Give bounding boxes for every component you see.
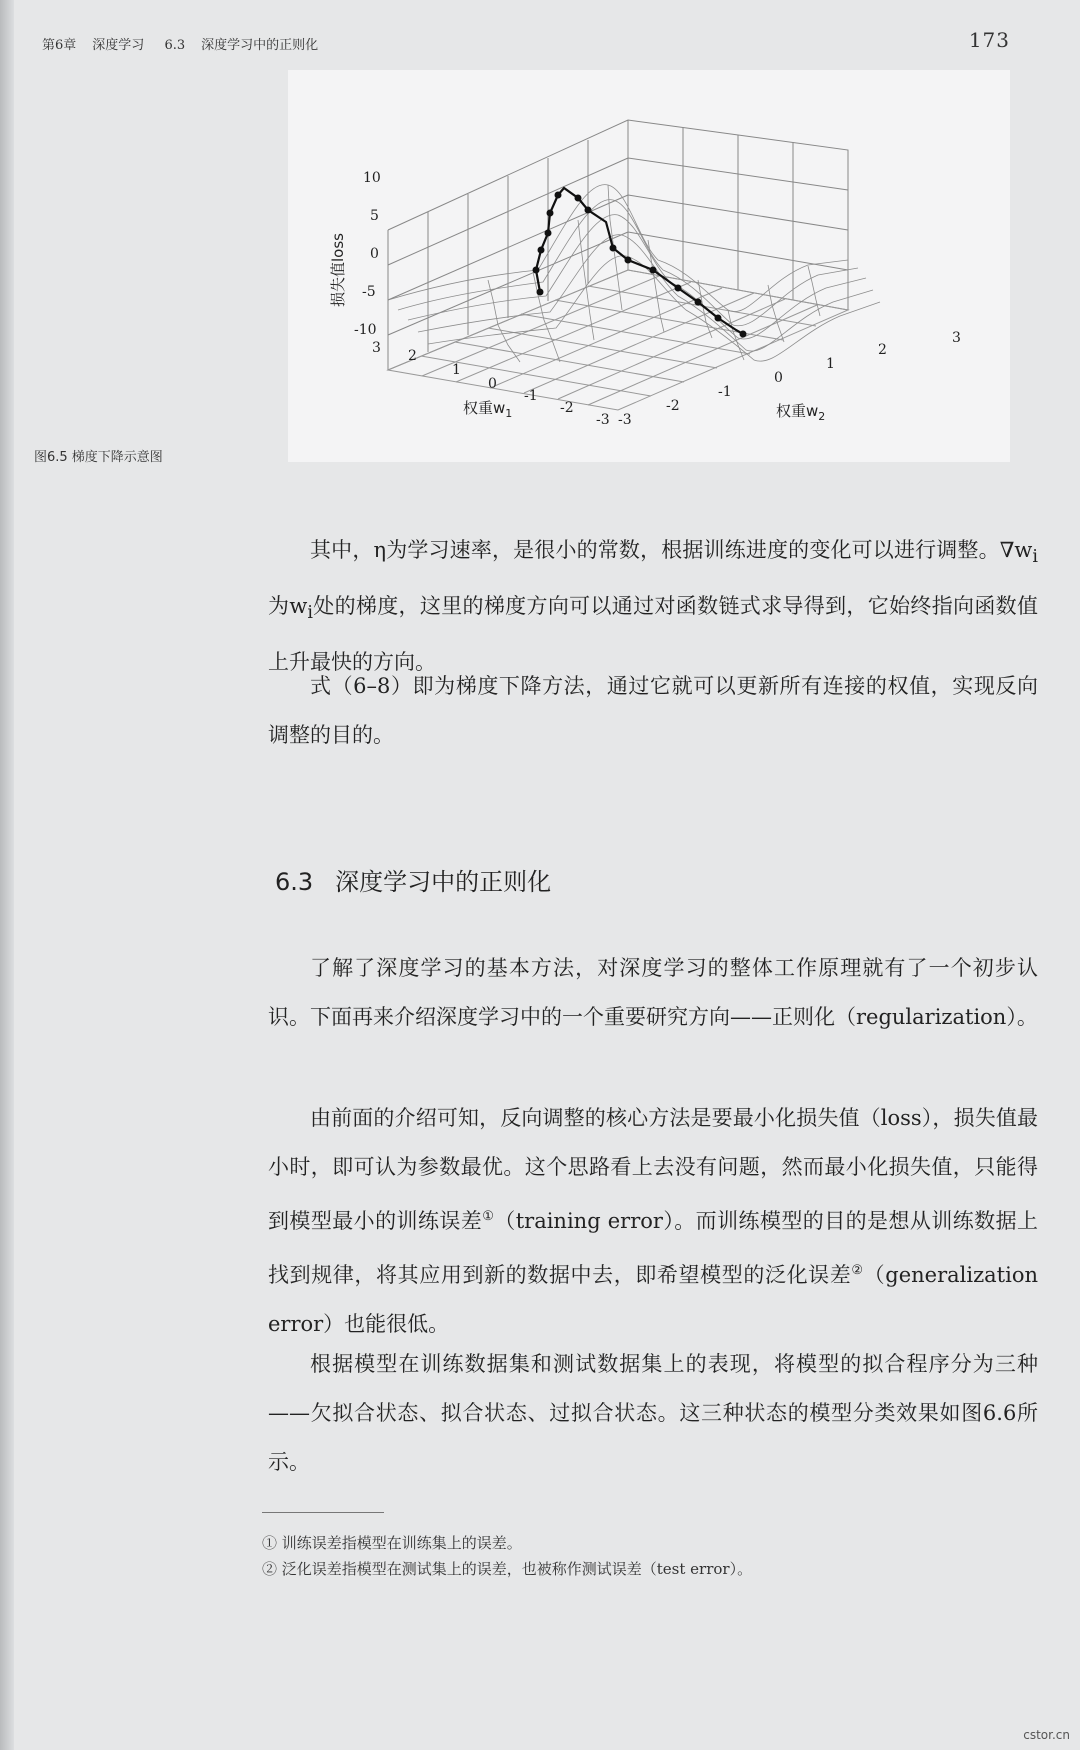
w1-tick: 1 bbox=[452, 362, 461, 378]
w2-tick: -2 bbox=[666, 398, 680, 414]
w2-label-text: 权重w bbox=[776, 402, 819, 420]
footnote-ref-2: ② bbox=[851, 1263, 864, 1278]
path-point bbox=[610, 245, 617, 252]
p4-part-c: （generalization error）也能很低。 bbox=[268, 1263, 1039, 1336]
path-point bbox=[695, 299, 702, 306]
path-point bbox=[555, 192, 562, 199]
path-point bbox=[538, 247, 545, 254]
w1-tick: -2 bbox=[560, 400, 574, 416]
w2-tick: 1 bbox=[826, 356, 835, 372]
w1-tick: 2 bbox=[408, 348, 417, 364]
w2-tick: -3 bbox=[618, 412, 632, 428]
paragraph-3: 了解了深度学习的基本方法，对深度学习的整体工作原理就有了一个初步认识。下面再来介绍深度学习中的一个重要研究方向——正则化（regularization）。 bbox=[268, 956, 1038, 1029]
p1-sub2: i bbox=[307, 603, 313, 624]
paragraph-4 bbox=[268, 1094, 1038, 1349]
p1-line-1: 其中，η为学习速率，是很小的常数，根据训练进度的变化可以进行调整。∇w bbox=[310, 538, 1033, 562]
footnote-2: ② 泛化误差指模型在测试集上的误差，也被称作测试误差（test error）。 bbox=[262, 1560, 753, 1578]
w1-axis-label bbox=[463, 399, 512, 420]
section-number-head: 6.3 bbox=[164, 38, 186, 53]
path-point bbox=[545, 230, 552, 237]
p1-rest: 处的梯度，这里的梯度方向可以通过对函数链式求导得到，它始终指向函数值上升最快的方向。 bbox=[268, 594, 1038, 675]
w2-tick: 0 bbox=[774, 370, 783, 386]
path-point bbox=[625, 257, 632, 264]
z-axis-label: 损失值loss bbox=[329, 233, 347, 307]
section-title-head: 深度学习中的正则化 bbox=[201, 38, 319, 53]
w1-tick: -1 bbox=[524, 388, 538, 404]
z-tick: -10 bbox=[354, 322, 377, 338]
p1-mid: 为w bbox=[268, 594, 308, 619]
w2-tick: 2 bbox=[878, 342, 887, 358]
z-tick: 5 bbox=[370, 208, 379, 224]
page-binding-shadow bbox=[0, 0, 14, 1750]
footnotes bbox=[262, 1530, 752, 1582]
path-point bbox=[533, 267, 540, 274]
z-tick: -5 bbox=[362, 284, 376, 300]
paragraph-5: 根据模型在训练数据集和测试数据集上的表现，将模型的拟合程序分为三种——欠拟合状态、拟合状态、过拟合状态。这三种状态的模型分类效果如图6.6所示。 bbox=[268, 1352, 1038, 1474]
chapter-title: 深度学习 bbox=[92, 38, 145, 53]
path-point bbox=[650, 267, 657, 274]
footnote-divider bbox=[262, 1512, 384, 1513]
loss-surface-mesh bbox=[388, 185, 880, 362]
footnote-ref-1: ① bbox=[482, 1209, 495, 1224]
section-heading bbox=[275, 862, 551, 897]
path-point bbox=[675, 285, 682, 292]
page-number: 173 bbox=[968, 28, 1010, 52]
running-head bbox=[42, 34, 334, 53]
path-point bbox=[575, 195, 582, 202]
path-point bbox=[715, 315, 722, 322]
w1-tick: 0 bbox=[488, 376, 497, 392]
p4-part-b: （training error）。而训练模型的目的是想从训练数据上找到规律，将其应用到新的数据中去，即希望模型的泛化误差 bbox=[268, 1209, 1038, 1287]
path-point bbox=[740, 331, 747, 338]
w2-label-sub: 2 bbox=[818, 410, 826, 423]
chapter-number: 第6章 bbox=[42, 38, 77, 53]
surface-plot bbox=[288, 70, 1010, 462]
w2-tick: 3 bbox=[952, 330, 961, 346]
figure-caption: 图6.5 梯度下降示意图 bbox=[34, 450, 163, 465]
w1-tick: 3 bbox=[372, 340, 381, 356]
section-heading-text: 深度学习中的正则化 bbox=[335, 868, 552, 896]
z-tick: 10 bbox=[363, 170, 381, 186]
w2-axis-label bbox=[776, 402, 825, 423]
p1-sub: i bbox=[1032, 547, 1038, 568]
section-number: 6.3 bbox=[275, 868, 314, 896]
w2-tick: -1 bbox=[718, 384, 732, 400]
p4-part-a: 由前面的介绍可知，反向调整的核心方法是要最小化损失值（loss），损失值最小时，即可认为参数最优。这个思路看上去没有问题，然而最小化损失值，只能得到模型最小的训练误差 bbox=[268, 1106, 1038, 1233]
z-axis-ticks bbox=[354, 170, 381, 338]
w1-label-text: 权重w bbox=[463, 399, 506, 417]
gradient-descent-figure bbox=[288, 70, 1010, 462]
w1-tick: -3 bbox=[596, 412, 610, 428]
path-point bbox=[547, 210, 554, 217]
paragraph-2: 式（6–8）即为梯度下降方法，通过它就可以更新所有连接的权值，实现反向调整的目的。 bbox=[268, 674, 1038, 747]
w1-label-sub: 1 bbox=[505, 407, 513, 420]
footnote-1: ① 训练误差指模型在训练集上的误差。 bbox=[262, 1534, 522, 1552]
path-point bbox=[537, 289, 544, 296]
watermark: cstor.cn bbox=[1023, 1728, 1070, 1742]
path-point bbox=[585, 207, 592, 214]
z-tick: 0 bbox=[370, 246, 379, 262]
